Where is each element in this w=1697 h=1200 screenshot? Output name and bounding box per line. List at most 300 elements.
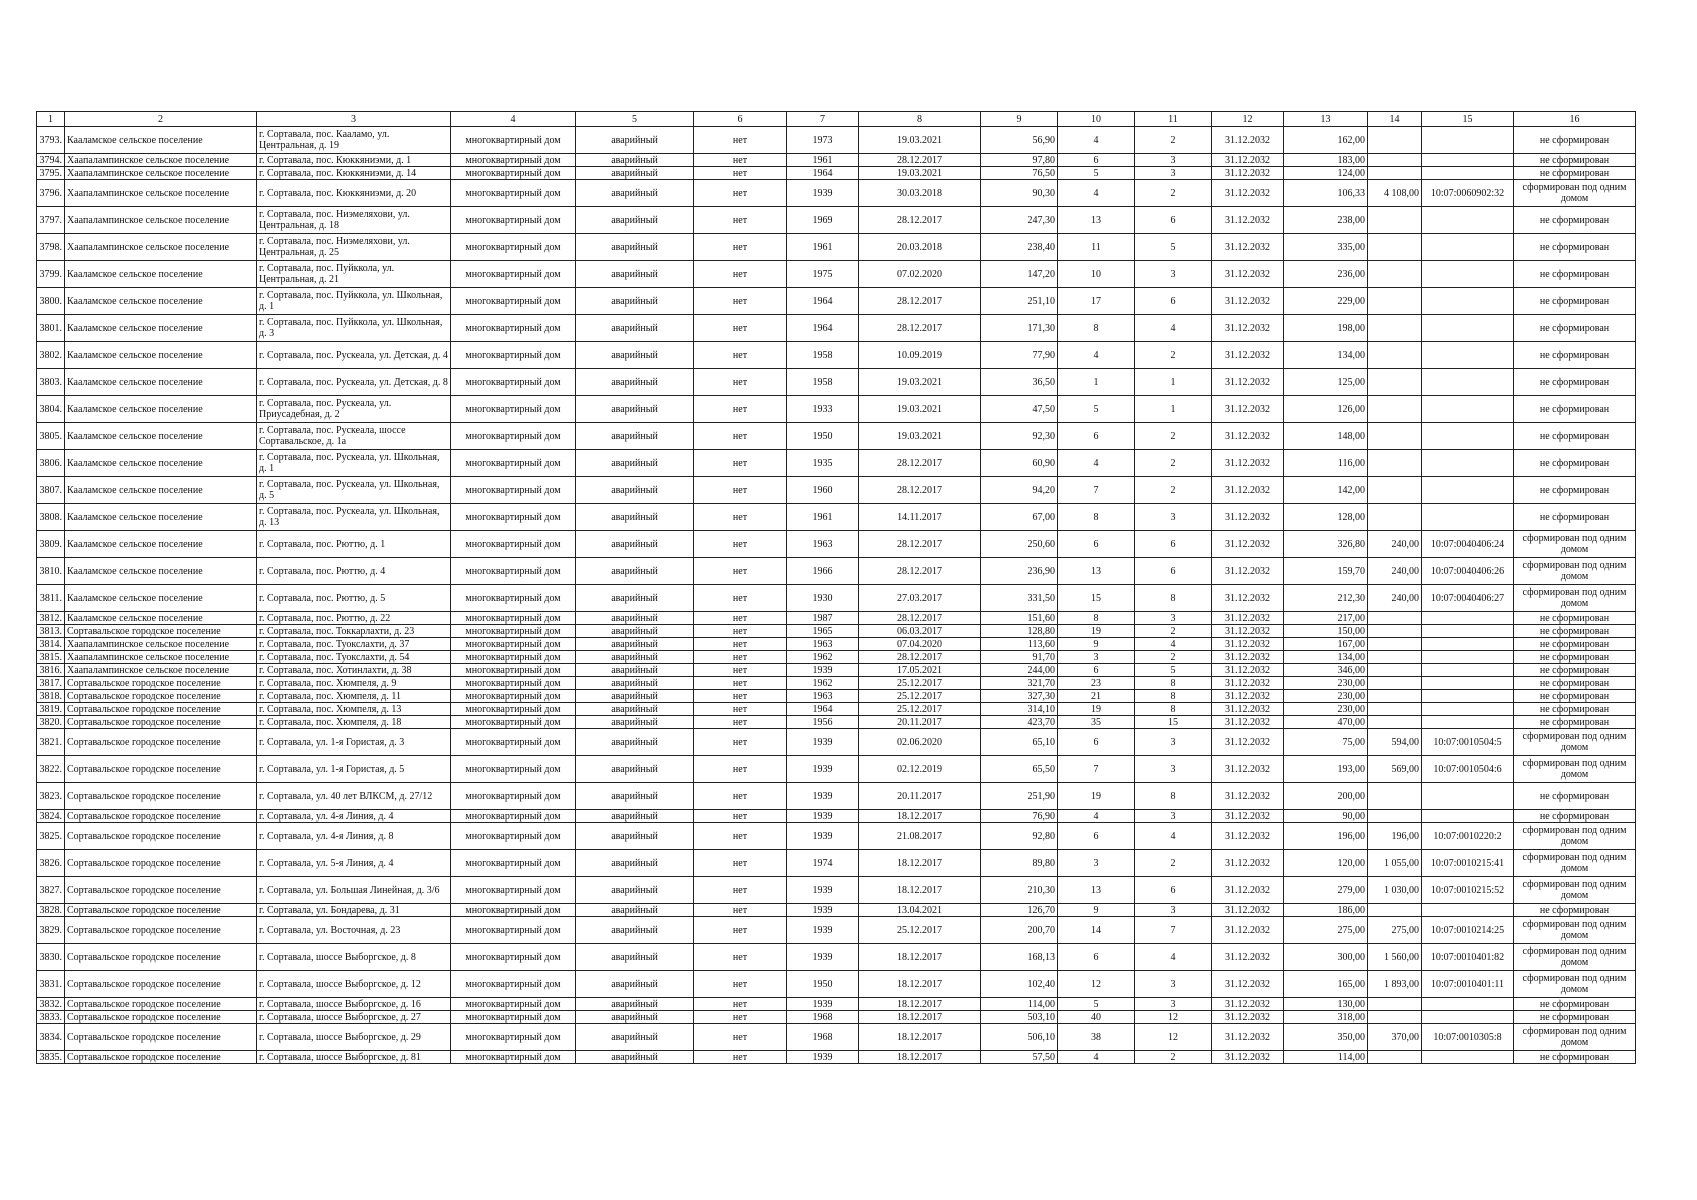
table-cell: многоквартирный дом — [451, 315, 576, 342]
table-cell: многоквартирный дом — [451, 288, 576, 315]
table-cell: 31.12.2032 — [1212, 167, 1284, 180]
table-row — [37, 531, 1636, 558]
table-cell: многоквартирный дом — [451, 971, 576, 998]
table-cell: нет — [694, 288, 787, 315]
table-cell: 3 — [1135, 904, 1212, 917]
table-cell: 159,70 — [1284, 558, 1368, 585]
table-cell: 3832. — [37, 998, 65, 1011]
table-cell: 6 — [1135, 531, 1212, 558]
table-cell: 314,10 — [981, 703, 1058, 716]
table-cell: 142,00 — [1284, 477, 1368, 504]
table-cell: 17 — [1058, 288, 1135, 315]
table-row — [37, 369, 1636, 396]
table-cell: не сформирован — [1514, 423, 1636, 450]
table-cell: многоквартирный дом — [451, 625, 576, 638]
table-cell: 1962 — [787, 651, 859, 664]
table-cell: нет — [694, 477, 787, 504]
table-cell: г. Сортавала, ул. Бондарева, д. 31 — [257, 904, 451, 917]
table-cell: не сформирован — [1514, 261, 1636, 288]
table-cell: 3 — [1058, 651, 1135, 664]
table-cell: 1939 — [787, 823, 859, 850]
table-cell: г. Сортавала, пос. Пуйккола, ул. Школьная, д. 1 — [257, 288, 451, 315]
table-cell: нет — [694, 625, 787, 638]
column-header: 9 — [981, 112, 1058, 127]
table-cell: многоквартирный дом — [451, 944, 576, 971]
table-cell: 25.12.2017 — [859, 690, 981, 703]
table-cell: 31.12.2032 — [1212, 729, 1284, 756]
table-cell: многоквартирный дом — [451, 823, 576, 850]
table-cell: Хаапалампинское сельское поселение — [65, 651, 257, 664]
table-cell: г. Сортавала, пос. Рускеала, ул. Детская, д. 4 — [257, 342, 451, 369]
table-row — [37, 756, 1636, 783]
table-cell: 3825. — [37, 823, 65, 850]
table-cell: сформирован под одним домом — [1514, 877, 1636, 904]
table-cell: 02.06.2020 — [859, 729, 981, 756]
table-cell: 6 — [1135, 558, 1212, 585]
table-cell: 594,00 — [1368, 729, 1422, 756]
table-cell: 31.12.2032 — [1212, 703, 1284, 716]
table-cell: 250,60 — [981, 531, 1058, 558]
table-cell: не сформирован — [1514, 396, 1636, 423]
table-cell: 28.12.2017 — [859, 207, 981, 234]
table-cell: нет — [694, 504, 787, 531]
table-cell: 20.11.2017 — [859, 783, 981, 810]
table-row — [37, 971, 1636, 998]
table-cell: 18.12.2017 — [859, 810, 981, 823]
table-row — [37, 1011, 1636, 1024]
table-cell: 3820. — [37, 716, 65, 729]
table-cell: Сортавальское городское поселение — [65, 904, 257, 917]
table-cell: нет — [694, 998, 787, 1011]
table-cell: 31.12.2032 — [1212, 234, 1284, 261]
table-cell: 3813. — [37, 625, 65, 638]
table-cell — [1368, 315, 1422, 342]
table-cell: 10:07:0010504:5 — [1422, 729, 1514, 756]
table-cell: 2 — [1135, 477, 1212, 504]
table-cell: 28.12.2017 — [859, 288, 981, 315]
table-cell: 13.04.2021 — [859, 904, 981, 917]
table-cell: 3798. — [37, 234, 65, 261]
table-cell: 4 — [1058, 450, 1135, 477]
table-cell: нет — [694, 944, 787, 971]
table-cell — [1422, 167, 1514, 180]
table-cell: 147,20 — [981, 261, 1058, 288]
table-cell: Кааламское сельское поселение — [65, 369, 257, 396]
table-cell: не сформирован — [1514, 234, 1636, 261]
table-cell: 6 — [1058, 423, 1135, 450]
table-cell: 167,00 — [1284, 638, 1368, 651]
table-cell: нет — [694, 612, 787, 625]
table-cell: Сортавальское городское поселение — [65, 810, 257, 823]
table-cell: Сортавальское городское поселение — [65, 917, 257, 944]
table-cell: аварийный — [576, 998, 694, 1011]
table-cell: 327,30 — [981, 690, 1058, 703]
table-cell: 3824. — [37, 810, 65, 823]
table-cell: нет — [694, 971, 787, 998]
table-cell: нет — [694, 558, 787, 585]
table-cell: 4 — [1058, 180, 1135, 207]
table-cell: нет — [694, 877, 787, 904]
table-cell: нет — [694, 850, 787, 877]
table-cell: 14.11.2017 — [859, 504, 981, 531]
table-cell: многоквартирный дом — [451, 904, 576, 917]
table-cell: 1962 — [787, 677, 859, 690]
table-cell: Кааламское сельское поселение — [65, 477, 257, 504]
table-cell: 503,10 — [981, 1011, 1058, 1024]
table-row — [37, 396, 1636, 423]
table-cell: 1987 — [787, 612, 859, 625]
table-cell: 200,00 — [1284, 783, 1368, 810]
table-cell: 7 — [1058, 756, 1135, 783]
table-cell: 3 — [1135, 261, 1212, 288]
table-cell: аварийный — [576, 180, 694, 207]
table-cell: 2 — [1135, 1051, 1212, 1064]
table-cell: 1933 — [787, 396, 859, 423]
table-cell: не сформирован — [1514, 651, 1636, 664]
table-cell — [1422, 677, 1514, 690]
table-cell: 18.12.2017 — [859, 877, 981, 904]
table-cell: аварийный — [576, 369, 694, 396]
table-cell: нет — [694, 904, 787, 917]
table-cell: Сортавальское городское поселение — [65, 1024, 257, 1051]
table-cell: г. Сортавала, пос. Рюттю, д. 4 — [257, 558, 451, 585]
table-cell: нет — [694, 127, 787, 154]
table-cell: Сортавальское городское поселение — [65, 850, 257, 877]
table-cell: 3 — [1135, 971, 1212, 998]
table-cell: 21 — [1058, 690, 1135, 703]
table-cell: 97,80 — [981, 154, 1058, 167]
table-row — [37, 612, 1636, 625]
table-cell: 7 — [1058, 477, 1135, 504]
table-cell — [1422, 638, 1514, 651]
table-cell: 251,10 — [981, 288, 1058, 315]
table-cell: 279,00 — [1284, 877, 1368, 904]
table-cell: многоквартирный дом — [451, 1011, 576, 1024]
table-cell: 114,00 — [1284, 1051, 1368, 1064]
table-cell: 3834. — [37, 1024, 65, 1051]
table-cell: 151,60 — [981, 612, 1058, 625]
table-cell: 31.12.2032 — [1212, 612, 1284, 625]
table-cell: Сортавальское городское поселение — [65, 716, 257, 729]
table-cell: 350,00 — [1284, 1024, 1368, 1051]
table-cell — [1368, 612, 1422, 625]
table-cell — [1368, 396, 1422, 423]
table-cell: не сформирован — [1514, 1051, 1636, 1064]
table-row — [37, 167, 1636, 180]
column-header: 15 — [1422, 112, 1514, 127]
table-cell: 1963 — [787, 690, 859, 703]
table-cell: 1950 — [787, 971, 859, 998]
table-cell: 06.03.2017 — [859, 625, 981, 638]
table-cell: 3795. — [37, 167, 65, 180]
table-cell: 23 — [1058, 677, 1135, 690]
table-cell: аварийный — [576, 1024, 694, 1051]
table-cell: 134,00 — [1284, 651, 1368, 664]
table-cell: сформирован под одним домом — [1514, 971, 1636, 998]
table-cell: 12 — [1135, 1011, 1212, 1024]
table-cell: 3831. — [37, 971, 65, 998]
table-cell: нет — [694, 1051, 787, 1064]
table-cell: 3821. — [37, 729, 65, 756]
table-cell: 18.12.2017 — [859, 1024, 981, 1051]
table-cell — [1422, 154, 1514, 167]
table-cell: не сформирован — [1514, 1011, 1636, 1024]
table-cell: 31.12.2032 — [1212, 716, 1284, 729]
table-cell: 3826. — [37, 850, 65, 877]
table-cell: аварийный — [576, 877, 694, 904]
table-cell: многоквартирный дом — [451, 531, 576, 558]
column-header: 16 — [1514, 112, 1636, 127]
table-cell: 65,10 — [981, 729, 1058, 756]
table-cell: 10 — [1058, 261, 1135, 288]
table-cell: аварийный — [576, 703, 694, 716]
table-cell: 20.11.2017 — [859, 716, 981, 729]
table-cell: 31.12.2032 — [1212, 504, 1284, 531]
table-cell: 5 — [1058, 998, 1135, 1011]
table-cell: нет — [694, 1024, 787, 1051]
table-cell — [1422, 234, 1514, 261]
table-cell: 3827. — [37, 877, 65, 904]
table-cell: 36,50 — [981, 369, 1058, 396]
table-cell: Кааламское сельское поселение — [65, 423, 257, 450]
table-cell: нет — [694, 690, 787, 703]
table-cell: многоквартирный дом — [451, 917, 576, 944]
table-cell: не сформирован — [1514, 207, 1636, 234]
table-cell: 5 — [1058, 167, 1135, 180]
table-cell: многоквартирный дом — [451, 234, 576, 261]
table-cell: г. Сортавала, пос. Хюмпеля, д. 18 — [257, 716, 451, 729]
table-cell: 423,70 — [981, 716, 1058, 729]
table-cell: 25.12.2017 — [859, 677, 981, 690]
table-cell: 200,70 — [981, 917, 1058, 944]
table-cell: 31.12.2032 — [1212, 677, 1284, 690]
table-cell: не сформирован — [1514, 638, 1636, 651]
table-cell: не сформирован — [1514, 127, 1636, 154]
table-cell: 31.12.2032 — [1212, 396, 1284, 423]
table-cell: аварийный — [576, 677, 694, 690]
table-cell: 6 — [1135, 288, 1212, 315]
table-cell: нет — [694, 207, 787, 234]
table-row — [37, 716, 1636, 729]
table-cell: 07.04.2020 — [859, 638, 981, 651]
table-cell: аварийный — [576, 315, 694, 342]
column-header: 2 — [65, 112, 257, 127]
table-cell: аварийный — [576, 450, 694, 477]
table-cell — [1422, 288, 1514, 315]
table-cell: 31.12.2032 — [1212, 944, 1284, 971]
table-cell — [1422, 651, 1514, 664]
table-cell: 1 — [1058, 369, 1135, 396]
table-row — [37, 180, 1636, 207]
column-header: 14 — [1368, 112, 1422, 127]
table-cell: не сформирован — [1514, 625, 1636, 638]
table-cell: 238,40 — [981, 234, 1058, 261]
table-cell: 1939 — [787, 756, 859, 783]
table-cell: многоквартирный дом — [451, 877, 576, 904]
table-cell: 1 893,00 — [1368, 971, 1422, 998]
table-row — [37, 998, 1636, 1011]
table-cell — [1368, 625, 1422, 638]
table-cell — [1368, 342, 1422, 369]
table-cell: 3823. — [37, 783, 65, 810]
table-cell: 5 — [1135, 234, 1212, 261]
table-cell: г. Сортавала, пос. Рускеала, ул. Школьная, д. 1 — [257, 450, 451, 477]
table-cell — [1368, 504, 1422, 531]
table-cell — [1368, 207, 1422, 234]
table-cell: многоквартирный дом — [451, 180, 576, 207]
table-cell: 19.03.2021 — [859, 369, 981, 396]
table-cell: 77,90 — [981, 342, 1058, 369]
table-cell: 31.12.2032 — [1212, 877, 1284, 904]
table-cell: 128,00 — [1284, 504, 1368, 531]
table-row — [37, 625, 1636, 638]
table-cell: г. Сортавала, шоссе Выборгское, д. 16 — [257, 998, 451, 1011]
table-cell: Сортавальское городское поселение — [65, 971, 257, 998]
table-cell: 31.12.2032 — [1212, 904, 1284, 917]
table-cell: 331,50 — [981, 585, 1058, 612]
table-cell: 31.12.2032 — [1212, 1024, 1284, 1051]
table-cell: 19 — [1058, 625, 1135, 638]
table-cell: не сформирован — [1514, 904, 1636, 917]
table-cell: не сформирован — [1514, 703, 1636, 716]
table-cell: 3 — [1135, 154, 1212, 167]
table-cell — [1422, 703, 1514, 716]
table-cell: 1 — [1135, 369, 1212, 396]
table-row — [37, 261, 1636, 288]
table-cell: 2 — [1135, 850, 1212, 877]
table-cell: г. Сортавала, ул. 40 лет ВЛКСМ, д. 27/12 — [257, 783, 451, 810]
table-cell: 183,00 — [1284, 154, 1368, 167]
table-cell: 90,30 — [981, 180, 1058, 207]
table-cell: 1973 — [787, 127, 859, 154]
table-cell: Кааламское сельское поселение — [65, 558, 257, 585]
table-cell: 20.03.2018 — [859, 234, 981, 261]
table-cell: аварийный — [576, 904, 694, 917]
table-cell: 1975 — [787, 261, 859, 288]
table-cell: 31.12.2032 — [1212, 450, 1284, 477]
table-cell: 3806. — [37, 450, 65, 477]
table-cell: 28.12.2017 — [859, 558, 981, 585]
table-cell: 31.12.2032 — [1212, 423, 1284, 450]
table-cell: 126,00 — [1284, 396, 1368, 423]
table-cell: 31.12.2032 — [1212, 585, 1284, 612]
table-cell: аварийный — [576, 207, 694, 234]
table-cell: 94,20 — [981, 477, 1058, 504]
table-cell: аварийный — [576, 234, 694, 261]
table-row — [37, 127, 1636, 154]
table-cell: многоквартирный дом — [451, 477, 576, 504]
table-cell: 10:07:0010305:8 — [1422, 1024, 1514, 1051]
table-cell: 10:07:0010215:52 — [1422, 877, 1514, 904]
table-cell: 3796. — [37, 180, 65, 207]
table-cell: 275,00 — [1284, 917, 1368, 944]
table-cell: аварийный — [576, 1051, 694, 1064]
table-cell — [1422, 904, 1514, 917]
table-cell: 31.12.2032 — [1212, 558, 1284, 585]
table-cell: многоквартирный дом — [451, 396, 576, 423]
table-cell: 1 — [1135, 396, 1212, 423]
table-cell: 3829. — [37, 917, 65, 944]
table-cell — [1422, 207, 1514, 234]
table-cell — [1422, 315, 1514, 342]
table-cell: нет — [694, 917, 787, 944]
table-cell: 134,00 — [1284, 342, 1368, 369]
table-cell: 13 — [1058, 877, 1135, 904]
table-row — [37, 638, 1636, 651]
table-cell — [1368, 423, 1422, 450]
table-cell: 10:07:0010504:6 — [1422, 756, 1514, 783]
table-cell: сформирован под одним домом — [1514, 823, 1636, 850]
table-cell: 3 — [1135, 998, 1212, 1011]
table-cell: 1964 — [787, 288, 859, 315]
column-header: 7 — [787, 112, 859, 127]
table-cell: многоквартирный дом — [451, 638, 576, 651]
table-cell — [1368, 369, 1422, 396]
table-row — [37, 703, 1636, 716]
table-cell: 31.12.2032 — [1212, 1011, 1284, 1024]
table-cell: не сформирован — [1514, 664, 1636, 677]
table-cell: аварийный — [576, 558, 694, 585]
table-cell: Сортавальское городское поселение — [65, 690, 257, 703]
table-row — [37, 651, 1636, 664]
table-cell: 8 — [1135, 783, 1212, 810]
table-cell: 19 — [1058, 783, 1135, 810]
table-cell: 10.09.2019 — [859, 342, 981, 369]
table-row — [37, 585, 1636, 612]
table-cell — [1422, 127, 1514, 154]
table-cell: 76,90 — [981, 810, 1058, 823]
table-cell: 1956 — [787, 716, 859, 729]
table-cell: 60,90 — [981, 450, 1058, 477]
table-cell: г. Сортавала, пос. Пуйккола, ул. Центральная, д. 21 — [257, 261, 451, 288]
table-cell: 38 — [1058, 1024, 1135, 1051]
table-cell: аварийный — [576, 716, 694, 729]
table-row — [37, 664, 1636, 677]
table-cell: 31.12.2032 — [1212, 369, 1284, 396]
table-cell: не сформирован — [1514, 369, 1636, 396]
table-cell: 31.12.2032 — [1212, 850, 1284, 877]
table-cell — [1422, 1011, 1514, 1024]
table-cell: 346,00 — [1284, 664, 1368, 677]
table-cell: 186,00 — [1284, 904, 1368, 917]
table-row — [37, 342, 1636, 369]
table-cell: 125,00 — [1284, 369, 1368, 396]
table-row — [37, 450, 1636, 477]
table-cell: 11 — [1058, 234, 1135, 261]
table-cell: 3833. — [37, 1011, 65, 1024]
table-cell: 92,30 — [981, 423, 1058, 450]
table-cell: 217,00 — [1284, 612, 1368, 625]
table-cell: 3830. — [37, 944, 65, 971]
table-cell: 89,80 — [981, 850, 1058, 877]
table-cell: 470,00 — [1284, 716, 1368, 729]
table-cell: 12 — [1058, 971, 1135, 998]
table-cell: 18.12.2017 — [859, 971, 981, 998]
column-header: 12 — [1212, 112, 1284, 127]
table-cell: 1964 — [787, 703, 859, 716]
table-cell: 6 — [1058, 531, 1135, 558]
table-cell: 3793. — [37, 127, 65, 154]
table-cell: 3804. — [37, 396, 65, 423]
table-row — [37, 1051, 1636, 1064]
table-cell: 5 — [1058, 396, 1135, 423]
table-cell: Кааламское сельское поселение — [65, 315, 257, 342]
table-cell: нет — [694, 823, 787, 850]
table-cell: 3810. — [37, 558, 65, 585]
table-cell: не сформирован — [1514, 716, 1636, 729]
table-cell: сформирован под одним домом — [1514, 756, 1636, 783]
table-cell: аварийный — [576, 971, 694, 998]
